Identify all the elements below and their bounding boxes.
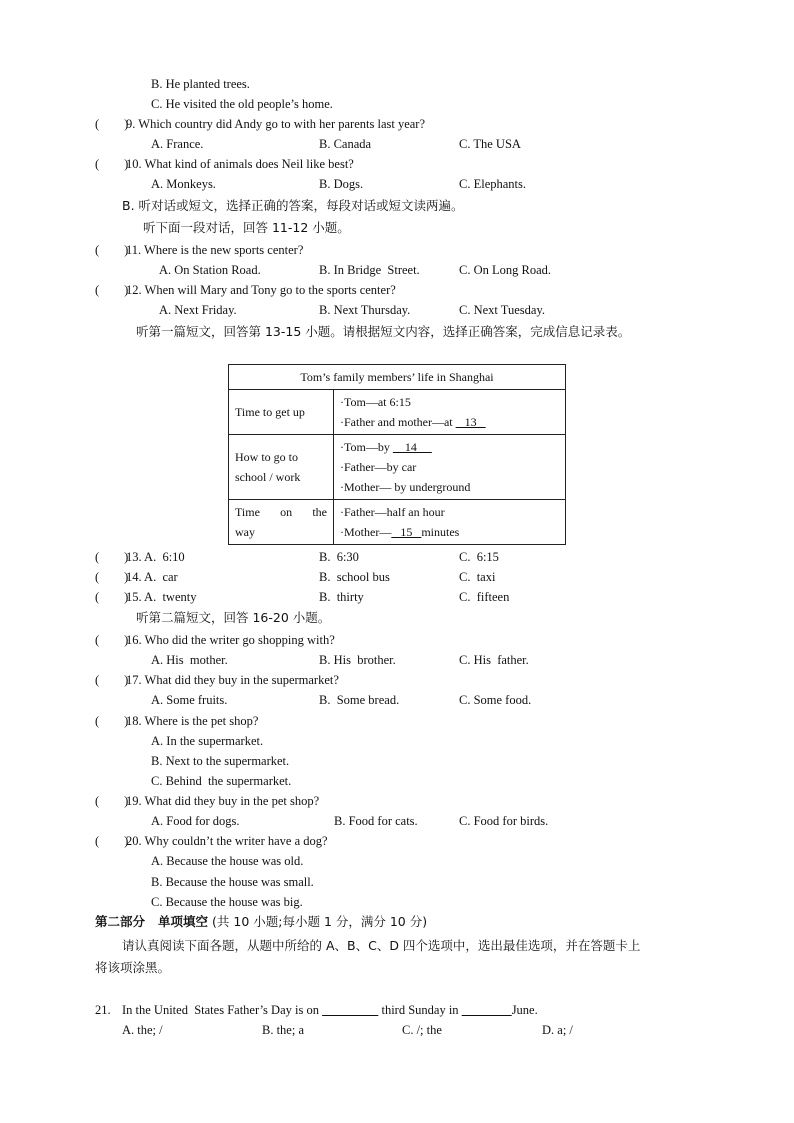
stem-text: In the United States Father’s Day is on bbox=[122, 1003, 323, 1017]
question-stem: 20. Why couldn’t the writer have a dog? bbox=[126, 834, 328, 848]
question-stem: 13. A. 6:10 bbox=[126, 550, 185, 564]
row-line: ·Father—by car bbox=[340, 460, 417, 474]
option-b: B. His brother. bbox=[319, 653, 396, 667]
row-label-time-on-way bbox=[229, 500, 334, 545]
section-b-heading: B. 听对话或短文，选择正确的答案，每段对话或短文读两遍。 bbox=[122, 198, 464, 213]
answer-paren[interactable]: ( ) bbox=[95, 834, 129, 848]
table-title: Tom’s family members’ life in Shanghai bbox=[229, 365, 566, 390]
row-value-get-up bbox=[334, 390, 566, 435]
part2-instructions-line2: 将该项涂黑。 bbox=[95, 960, 171, 975]
row-value-time-on-way bbox=[334, 500, 566, 545]
option-a: A. the; / bbox=[122, 1023, 163, 1037]
part2-title: 第二部分 单项填空 bbox=[95, 914, 209, 929]
answer-paren[interactable]: ( ) bbox=[95, 117, 129, 131]
row-label-line: How to go to bbox=[235, 450, 298, 464]
row-label-word: Time bbox=[235, 505, 260, 519]
row-label-transport bbox=[229, 435, 334, 500]
option-a: A. Food for dogs. bbox=[151, 814, 240, 828]
option-b: B. school bus bbox=[319, 570, 390, 584]
option-b: B. In Bridge Street. bbox=[319, 263, 420, 277]
row-line: ·Mother— by underground bbox=[340, 480, 471, 494]
answer-paren[interactable]: ( ) bbox=[95, 570, 129, 584]
row-label-get-up: Time to get up bbox=[229, 390, 334, 435]
row-line-text: minutes bbox=[421, 525, 460, 539]
question-stem: 15. A. twenty bbox=[126, 590, 197, 604]
option-c: C. Food for birds. bbox=[459, 814, 549, 828]
option-b: B. the; a bbox=[262, 1023, 305, 1037]
answer-paren[interactable]: ( ) bbox=[95, 794, 129, 808]
option-c: C. Elephants. bbox=[459, 177, 527, 191]
row-label-line bbox=[235, 502, 327, 522]
option-a: A. On Station Road. bbox=[159, 263, 261, 277]
option-c: C. On Long Road. bbox=[459, 263, 552, 277]
question-stem bbox=[122, 1002, 538, 1018]
blank[interactable] bbox=[462, 1003, 512, 1017]
question-stem: 10. What kind of animals does Neil like best? bbox=[126, 157, 354, 171]
row-label-word: on bbox=[280, 505, 293, 519]
question-stem: 19. What did they buy in the pet shop? bbox=[126, 794, 320, 808]
option-a: A. In the supermarket. bbox=[151, 734, 264, 748]
question-stem: 11. Where is the new sports center? bbox=[126, 243, 304, 257]
row-line bbox=[340, 522, 559, 542]
answer-paren[interactable]: ( ) bbox=[95, 590, 129, 604]
option-c: C. His father. bbox=[459, 653, 529, 667]
option-b: B. Some bread. bbox=[319, 693, 400, 707]
question-stem: 14. A. car bbox=[126, 570, 178, 584]
question-stem: 16. Who did the writer go shopping with? bbox=[126, 633, 335, 647]
row-label-line: way bbox=[235, 525, 255, 539]
option-a: A. Because the house was old. bbox=[151, 854, 304, 868]
row-line-text: ·Mother— bbox=[340, 525, 392, 539]
answer-paren[interactable]: ( ) bbox=[95, 714, 129, 728]
option-c: C. fifteen bbox=[459, 590, 510, 604]
option-b: B. Because the house was small. bbox=[151, 875, 314, 889]
question-number: 21. bbox=[95, 1003, 111, 1017]
option-c: C. /; the bbox=[402, 1023, 442, 1037]
option-d: D. a; / bbox=[542, 1023, 573, 1037]
option-c: C. Because the house was big. bbox=[151, 895, 303, 909]
option-a: A. Some fruits. bbox=[151, 693, 228, 707]
option-c: C. 6:15 bbox=[459, 550, 499, 564]
row-line: ·Tom—at 6:15 bbox=[340, 395, 411, 409]
question-stem: 9. Which country did Andy go to with her parents last year? bbox=[126, 117, 426, 131]
answer-paren[interactable]: ( ) bbox=[95, 550, 129, 564]
option-b: B. Canada bbox=[319, 137, 372, 151]
answer-paren[interactable]: ( ) bbox=[95, 243, 129, 257]
option-c: C. Some food. bbox=[459, 693, 532, 707]
blank-13[interactable]: 13 bbox=[455, 415, 486, 429]
row-label-line: school / work bbox=[235, 470, 301, 484]
part2-instructions-line1: 请认真阅读下面各题，从题中所给的 A、B、C、D 四个选项中，选出最佳选项，并在答题卡上 bbox=[122, 938, 641, 953]
part2-heading bbox=[95, 914, 427, 930]
question-stem: 17. What did they buy in the supermarket? bbox=[126, 673, 339, 687]
option-a: A. Next Friday. bbox=[159, 303, 237, 317]
option-b: B. Next Thursday. bbox=[319, 303, 411, 317]
option-a: A. His mother. bbox=[151, 653, 228, 667]
blank[interactable] bbox=[322, 1003, 378, 1017]
dialogue-intro: 听下面一段对话，回答 11-12 小题。 bbox=[143, 220, 350, 235]
row-line bbox=[340, 437, 559, 457]
option-b: B. Next to the supermarket. bbox=[151, 754, 290, 768]
row-line-text: ·Father and mother—at bbox=[340, 415, 456, 429]
part2-note: (共 10 小题;每小题 1 分，满分 10 分) bbox=[208, 914, 428, 929]
answer-paren[interactable]: ( ) bbox=[95, 283, 129, 297]
row-label-word: the bbox=[312, 505, 327, 519]
option-c: C. Behind the supermarket. bbox=[151, 774, 292, 788]
passage1-intro: 听第一篇短文，回答第 13-15 小题。请根据短文内容，选择正确答案，完成信息记录表。 bbox=[136, 324, 631, 339]
q8-option-b: B. He planted trees. bbox=[151, 77, 250, 91]
option-b: B. Food for cats. bbox=[334, 814, 418, 828]
answer-paren[interactable]: ( ) bbox=[95, 157, 129, 171]
stem-text: June. bbox=[511, 1003, 538, 1017]
option-c: C. The USA bbox=[459, 137, 521, 151]
row-line: ·Father—half an hour bbox=[340, 505, 445, 519]
row-line bbox=[340, 412, 559, 432]
info-record-table bbox=[228, 364, 566, 545]
option-a: A. France. bbox=[151, 137, 204, 151]
option-b: B. Dogs. bbox=[319, 177, 364, 191]
answer-paren[interactable]: ( ) bbox=[95, 673, 129, 687]
question-stem: 12. When will Mary and Tony go to the sports center? bbox=[126, 283, 396, 297]
option-a: A. Monkeys. bbox=[151, 177, 216, 191]
question-stem: 18. Where is the pet shop? bbox=[126, 714, 259, 728]
stem-text: third Sunday in bbox=[378, 1003, 462, 1017]
blank-15[interactable]: 15 bbox=[391, 525, 422, 539]
blank-14[interactable]: 14 bbox=[392, 440, 432, 454]
option-c: C. taxi bbox=[459, 570, 496, 584]
q8-option-c: C. He visited the old people’s home. bbox=[151, 97, 333, 111]
row-value-transport bbox=[334, 435, 566, 500]
row-line-text: ·Tom—by bbox=[340, 440, 393, 454]
option-b: B. 6:30 bbox=[319, 550, 359, 564]
answer-paren[interactable]: ( ) bbox=[95, 633, 129, 647]
option-c: C. Next Tuesday. bbox=[459, 303, 546, 317]
passage2-intro: 听第二篇短文，回答 16-20 小题。 bbox=[136, 610, 331, 625]
option-b: B. thirty bbox=[319, 590, 364, 604]
